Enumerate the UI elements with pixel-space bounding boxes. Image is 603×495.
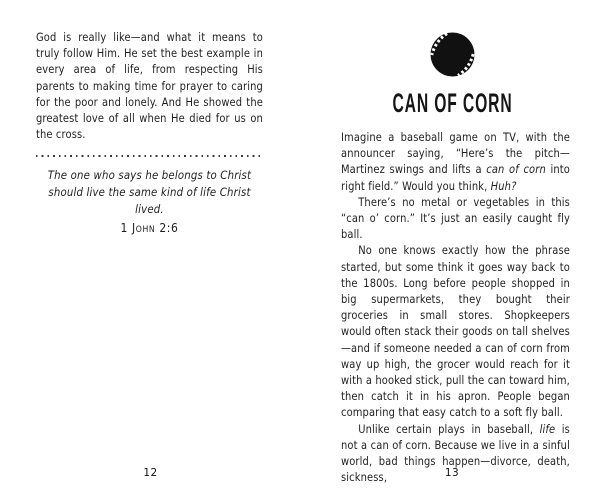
left-body-paragraph: God is really like—and what it means to truly follow Him. He set the best example in every area of life, from respecting His parents to making time for prayer to caring for the poor and lonely. And He showed the greatest love of all when He died for us on the cross. bbox=[36, 30, 263, 142]
text-segment-italic: life bbox=[539, 421, 556, 436]
baseball-icon bbox=[429, 31, 476, 78]
chapter-icon-row bbox=[301, 31, 603, 82]
text-segment: Imagine a baseball game on TV, with the announcer saying, “Here’s the pitch—Martinez swings and lifts a bbox=[341, 130, 570, 177]
text-segment: into right field.” Would you think, bbox=[341, 162, 570, 193]
text-segment: No one knows exactly how the phrase started, but some think it goes way back to the 1800s. Long before people shopped in big supermarkets, they bought their groceries in small stores. Shopkeepers would often stack their goods on tall shelves—and if someone needed a can of corn from way up high, the grocer would reach for it with a hooked stick, pull the can toward him, then catch it in his apron. People began comparing that easy catch to a soft fly ball. bbox=[341, 243, 570, 420]
right-page-content bbox=[341, 129, 570, 485]
dotted-divider bbox=[36, 155, 263, 157]
paragraph-3 bbox=[341, 242, 570, 420]
text-segment-italic: can of corn bbox=[486, 162, 546, 177]
right-page bbox=[301, 0, 603, 495]
page-number-left: 12 bbox=[143, 467, 158, 479]
text-segment: There’s no metal or vegetables in this “can o’ corn.” It’s just an easily caught fly ball. bbox=[341, 194, 570, 242]
text-segment-italic: Huh? bbox=[490, 178, 517, 193]
paragraph-2 bbox=[341, 194, 570, 243]
verse-reference: 1 John 2:6 bbox=[120, 219, 179, 235]
text-segment: is not a can of corn. Because we live in a sinful world, bad things happen—divorce, death, sickness, bbox=[341, 421, 570, 485]
chapter-title bbox=[301, 90, 603, 117]
verse-text: The one who says he belongs to Christ should live the same kind of life Christ lived. bbox=[47, 168, 252, 217]
paragraph-1 bbox=[341, 129, 570, 194]
left-page bbox=[0, 0, 301, 495]
left-page-content bbox=[36, 29, 263, 235]
left-body-block bbox=[36, 29, 263, 142]
text-segment: Unlike certain plays in baseball, bbox=[358, 421, 540, 436]
right-body-block bbox=[341, 129, 570, 485]
verse-block bbox=[36, 167, 263, 234]
chapter-title-text: CAN OF CORN bbox=[391, 88, 513, 118]
page-number-right: 13 bbox=[444, 467, 460, 479]
